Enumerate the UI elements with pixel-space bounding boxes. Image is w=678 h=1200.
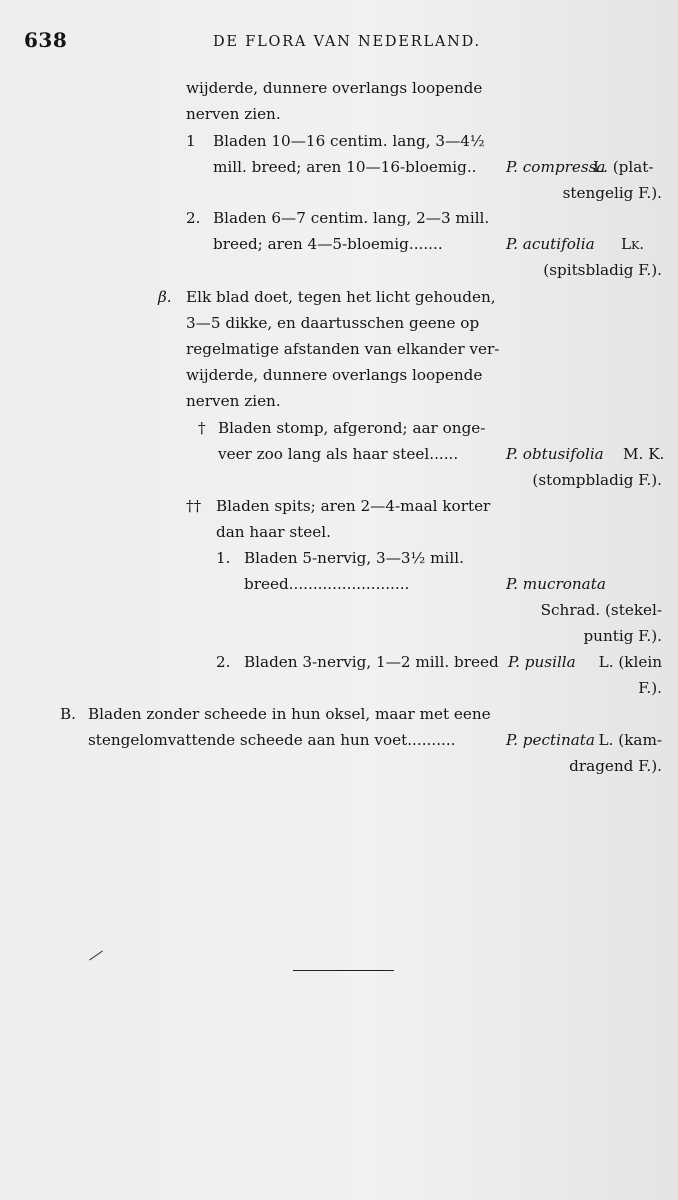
key-line: breed; aren 4—5-bloemig....... — [213, 235, 443, 253]
key-line: dan haar steel. — [216, 523, 331, 541]
key-number: 2. — [216, 653, 231, 671]
species-common-name: (stompbladig F.). — [532, 471, 662, 489]
section-divider-rule — [293, 970, 394, 971]
key-number: 2. — [186, 209, 201, 227]
key-line: Bladen spits; aren 2—4-maal korter — [216, 497, 491, 515]
species-name: P. obtusifolia — [506, 445, 604, 463]
species-name: P. pusilla — [508, 653, 576, 671]
species-common-name: puntig F.). — [583, 627, 662, 645]
species-name: P. acutifolia — [506, 235, 595, 253]
species-author: M. K. — [623, 445, 665, 463]
key-line: veer zoo lang als haar steel...... — [218, 445, 459, 463]
key-marker-b: B. — [60, 705, 76, 723]
key-number: 1. — [216, 549, 231, 567]
species-common-name: F.). — [638, 679, 662, 697]
key-line: Bladen stomp, afgerond; aar onge- — [218, 419, 486, 437]
key-number: 1 — [186, 132, 196, 150]
species-common-name: stengelig F.). — [562, 184, 662, 202]
key-line: nerven zien. — [186, 392, 281, 410]
species-name: P. mucronata — [506, 575, 606, 593]
key-line: regelmatige afstanden van elkander ver- — [186, 340, 500, 358]
key-line: mill. breed; aren 10—16-bloemig.. — [213, 158, 477, 176]
species-author: L. (kam- — [598, 731, 662, 749]
key-line: Bladen zonder scheede in hun oksel, maar met eene — [88, 705, 491, 723]
species-author: L. (plat- — [593, 158, 654, 176]
key-line: Elk blad doet, tegen het licht gehouden, — [186, 288, 496, 306]
page-number: 638 — [24, 28, 68, 52]
key-line: Bladen 3-nervig, 1—2 mill. breed — [244, 653, 499, 671]
key-marker-beta: β. — [158, 288, 172, 306]
key-line: wijderde, dunnere overlangs loopende — [186, 366, 483, 384]
species-author: L. (klein — [598, 653, 662, 671]
species-common-name: (spitsbladig F.). — [543, 261, 662, 279]
key-line: 3—5 dikke, en daartusschen geene op — [186, 314, 480, 332]
key-line: Bladen 6—7 centim. lang, 2—3 mill. — [213, 209, 490, 227]
key-marker-dagger: † — [198, 419, 206, 437]
species-author: Schrad. (stekel- — [540, 601, 662, 619]
stray-mark — [89, 951, 103, 961]
species-author: Lk. — [621, 235, 645, 253]
key-line: wijderde, dunnere overlangs loopende — [186, 79, 483, 97]
key-line: breed......................... — [244, 575, 410, 593]
species-name: P. pectinata — [506, 731, 595, 749]
species-name: P. compressa — [506, 158, 606, 176]
species-common-name: dragend F.). — [569, 757, 662, 775]
key-line: Bladen 10—16 centim. lang, 3—4½ — [213, 132, 485, 150]
key-line: stengelomvattende scheede aan hun voet.......... — [88, 731, 456, 749]
key-marker-double-dagger: †† — [186, 497, 202, 515]
running-title: DE FLORA VAN NEDERLAND. — [213, 34, 481, 50]
key-line: Bladen 5-nervig, 3—3½ mill. — [244, 549, 464, 567]
key-line: nerven zien. — [186, 105, 281, 123]
